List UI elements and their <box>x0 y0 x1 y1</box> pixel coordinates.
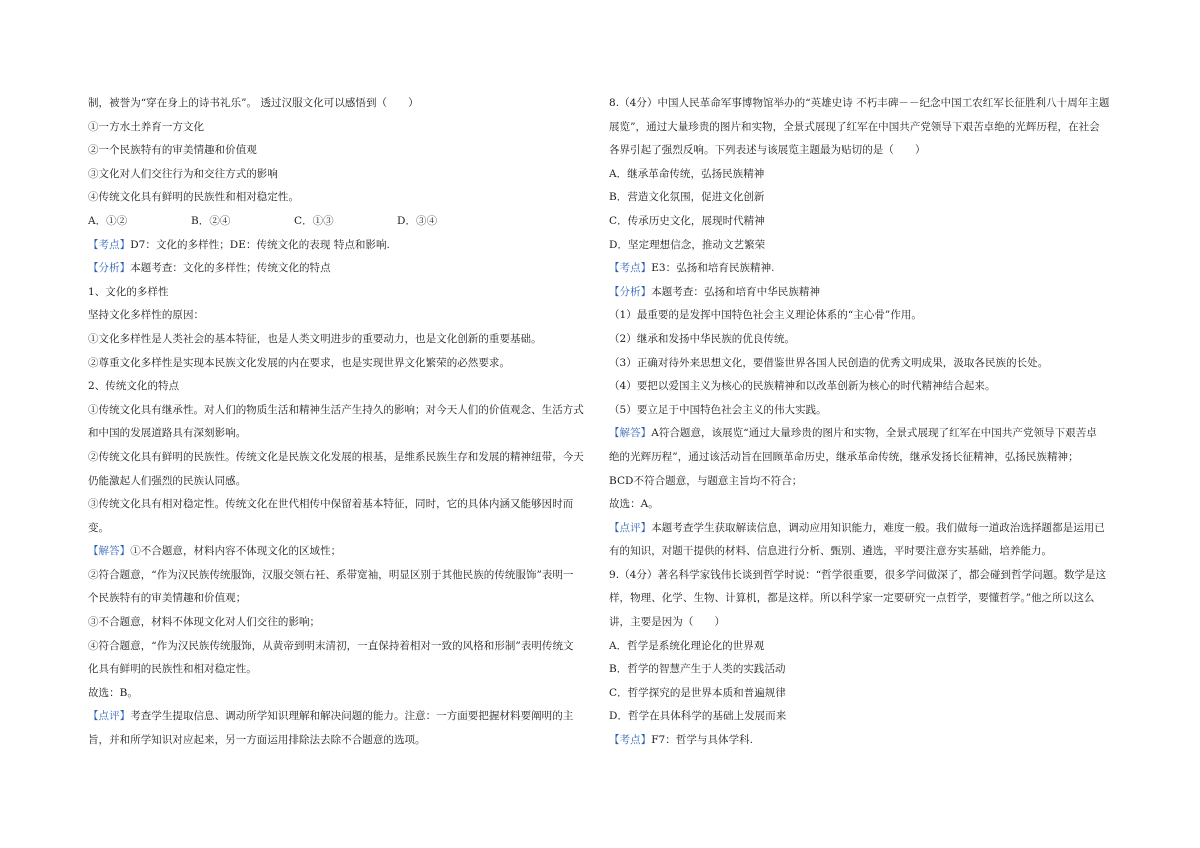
line-text: C．哲学探究的是世界本质和普遍规律 <box>609 686 786 699</box>
section-tag: 【分析】 <box>609 285 652 298</box>
text-line <box>88 540 593 564</box>
line-text: 和中国的发展道路具有深刻影响。 <box>88 427 247 440</box>
line-text: 个民族特有的审美情趣和价值观； <box>88 592 247 605</box>
line-text: A．继承革命传统，弘扬民族精神 <box>609 167 765 180</box>
text-line <box>609 352 1114 376</box>
line-text: 化具有鲜明的民族性和相对稳定性。 <box>88 663 257 676</box>
text-line <box>609 564 1114 588</box>
line-text: （2）继承和发扬中华民族的优良传统。 <box>609 332 796 345</box>
line-text: ②传统文化具有鲜明的民族性。传统文化是民族文化发展的根基，是维系民族生存和发展的精神纽带，今天 <box>88 450 584 463</box>
line-text: B．营造文化氛围，促进文化创新 <box>609 191 765 204</box>
line-text: E3：弘扬和培育民族精神. <box>651 262 775 275</box>
line-text: ②尊重文化多样性是实现本民族文化发展的内在要求，也是实现世界文化繁荣的必然要求。 <box>88 356 510 369</box>
line-text: 本题考查：弘扬和培育中华民族精神 <box>651 285 821 298</box>
text-line <box>88 682 593 706</box>
text-line <box>609 682 1114 706</box>
line-text: ①不合题意，材料内容不体现文化的区域性； <box>130 545 342 558</box>
text-line <box>609 493 1114 517</box>
line-text: 样，物理、化学、生物、计算机，都是这样。所以科学家一定要研究一点哲学，要懂哲学。”他之所以这么 <box>609 592 1095 605</box>
text-line <box>609 446 1114 470</box>
text-line <box>609 163 1114 187</box>
line-text: ④传统文化具有鲜明的民族性和相对稳定性。 <box>88 191 299 204</box>
text-line <box>609 658 1114 682</box>
line-text: 1、文化的多样性 <box>88 285 169 298</box>
text-line <box>88 375 593 399</box>
left-column <box>88 92 593 753</box>
text-line <box>609 186 1114 210</box>
line-text: 9.（4分）著名科学家钱伟长谈到哲学时说：“哲学很重要，很多学问做深了，都会碰到哲学问题。数学是这 <box>609 568 1107 581</box>
line-text: （3）正确对待外来思想文化，要借鉴世界各国人民创造的优秀文明成果，汲取各民族的长处。 <box>609 356 1049 369</box>
line-text: 制，被誉为“穿在身上的诗书礼乐”。 透过汉服文化可以感悟到（ ） <box>88 97 419 109</box>
text-line <box>88 587 593 611</box>
text-line <box>88 399 593 423</box>
line-text: ③不合题意，材料不体现文化对人们交往的影响； <box>88 616 321 629</box>
line-text: 2、传统文化的特点 <box>88 380 180 393</box>
line-text: 本题考查：文化的多样性；传统文化的特点 <box>130 262 331 275</box>
line-text: 绝的光辉历程”，通过该活动旨在回顾革命历史，继承革命传统，继承发扬长征精神，弘扬民族精神； <box>609 450 1079 463</box>
answer-option: C．①③ <box>294 214 334 227</box>
text-line <box>609 210 1114 234</box>
line-text: ①文化多样性是人类社会的基本特征，也是人类文明进步的重要动力，也是文化创新的重要基础。 <box>88 332 542 345</box>
section-tag: 【解答】 <box>88 545 131 558</box>
text-line <box>88 517 593 541</box>
section-tag: 【点评】 <box>609 521 652 534</box>
line-text: 旨，并和所学知识对应起来，另一方面运用排除法去除不合题意的选项。 <box>88 734 426 747</box>
line-text: 考查学生提取信息、调动所学知识理解和解决问题的能力。注意：一方面要把握材料要阐明的主 <box>130 710 574 723</box>
line-text: ②符合题意，“作为汉民族传统服饰，汉服交领右衽、系带宽袖，明显区别于其他民族的传统服饰”表明一 <box>88 568 574 581</box>
text-line <box>609 281 1114 305</box>
text-line <box>88 186 593 210</box>
text-line <box>88 281 593 305</box>
line-text: （5）要立足于中国特色社会主义的伟大实践。 <box>609 403 827 416</box>
section-tag: 【分析】 <box>88 262 131 275</box>
text-line <box>609 234 1114 258</box>
text-line <box>609 729 1114 753</box>
line-text: ③文化对人们交往行为和交往方式的影响 <box>88 167 278 180</box>
text-line <box>88 564 593 588</box>
line-text: A符合题意，该展览“通过大量珍贵的图片和实物，全景式展现了红军在中国共产党领导下艰苦卓 <box>651 427 1097 440</box>
line-text: ①一方水土养育一方文化 <box>88 120 205 133</box>
line-text: 各界引起了强烈反响。下列表述与该展览主题最为贴切的是（ ） <box>609 144 926 157</box>
line-text: 变。 <box>88 521 110 534</box>
text-line <box>609 422 1114 446</box>
text-line <box>609 635 1114 659</box>
text-line <box>609 517 1114 541</box>
line-text: 故选：A。 <box>609 498 659 511</box>
text-line <box>88 470 593 494</box>
text-line <box>88 705 593 729</box>
line-text: 故选：B。 <box>88 686 138 699</box>
text-line <box>88 92 593 116</box>
text-line <box>609 116 1114 140</box>
line-text: （4）要把以爱国主义为核心的民族精神和以改革创新为核心的时代精神结合起来。 <box>609 380 996 393</box>
section-tag: 【考点】 <box>88 238 131 251</box>
line-text: C．传承历史文化，展现时代精神 <box>609 214 765 227</box>
text-line <box>609 304 1114 328</box>
text-line <box>609 139 1114 163</box>
answer-option: A．①② <box>88 214 128 227</box>
text-line <box>609 705 1114 729</box>
line-text: ④符合题意，“作为汉民族传统服饰，从黄帝到明末清初，一直保持着相对一致的风格和形制”表明传统文 <box>88 639 574 652</box>
text-line <box>88 352 593 376</box>
answer-option: D．③④ <box>397 214 438 227</box>
line-text: （1）最重要的是发挥中国特色社会主义理论体系的“主心骨”作用。 <box>609 309 922 322</box>
section-tag: 【考点】 <box>609 734 652 747</box>
line-text: A．哲学是系统化理论化的世界观 <box>609 639 765 652</box>
text-line <box>88 257 593 281</box>
text-line <box>88 139 593 163</box>
answer-options <box>88 210 593 234</box>
text-line <box>609 257 1114 281</box>
text-line <box>88 304 593 328</box>
line-text: 本题考查学生获取解读信息，调动应用知识能力，难度一般。我们做每一道政治选择题都是运用已 <box>651 521 1105 534</box>
section-tag: 【点评】 <box>88 710 131 723</box>
text-line <box>609 92 1114 116</box>
line-text: B．哲学的智慧产生于人类的实践活动 <box>609 663 786 676</box>
line-text: F7：哲学与具体学科. <box>651 734 754 747</box>
text-line <box>88 658 593 682</box>
line-text: ①传统文化具有继承性。对人们的物质生活和精神生活产生持久的影响；对今天人们的价值观念、生活方式 <box>88 403 584 416</box>
text-line <box>609 611 1114 635</box>
line-text: D7：文化的多样性；DE：传统文化的表现 特点和影响. <box>130 238 390 251</box>
line-text: 有的知识，对题干提供的材料、信息进行分析、甄别、遴选，平时要注意夯实基础，培养能力。 <box>609 545 1053 558</box>
section-tag: 【解答】 <box>609 427 652 440</box>
line-text: D．坚定理想信念，推动文艺繁荣 <box>609 238 766 251</box>
text-line <box>88 234 593 258</box>
section-tag: 【考点】 <box>609 262 652 275</box>
line-text: ②一个民族特有的审美情趣和价值观 <box>88 144 257 157</box>
right-column <box>609 92 1114 753</box>
text-line <box>88 116 593 140</box>
text-line <box>88 163 593 187</box>
text-line <box>88 729 593 753</box>
line-text: 坚持文化多样性的原因： <box>88 309 205 322</box>
line-text: ③传统文化具有相对稳定性。传统文化在世代相传中保留着基本特征，同时，它的具体内涵又能够因时而 <box>88 498 574 511</box>
text-line <box>88 635 593 659</box>
text-line <box>88 328 593 352</box>
text-line <box>609 375 1114 399</box>
text-line <box>609 540 1114 564</box>
text-line <box>88 422 593 446</box>
text-line <box>609 399 1114 423</box>
line-text: 8.（4分）中国人民革命军事博物馆举办的“英雄史诗 不朽丰碑－－纪念中国工农红军长征胜利八十周年主题 <box>609 97 1110 109</box>
text-line <box>88 446 593 470</box>
text-line <box>609 587 1114 611</box>
text-line <box>88 611 593 635</box>
text-line <box>609 470 1114 494</box>
line-text: BCD不符合题意，与题意主旨均不符合； <box>609 474 803 487</box>
line-text: 展览”，通过大量珍贵的图片和实物，全景式展现了红军在中国共产党领导下艰苦卓绝的光辉历程，在社会 <box>609 120 1100 133</box>
line-text: 讲，主要是因为（ ） <box>609 616 726 629</box>
text-line <box>609 328 1114 352</box>
line-text: 仍能激起人们强烈的民族认同感。 <box>88 474 247 487</box>
line-text: D．哲学在具体科学的基础上发展而来 <box>609 710 787 723</box>
text-line <box>88 493 593 517</box>
answer-option: B．②④ <box>191 214 231 227</box>
